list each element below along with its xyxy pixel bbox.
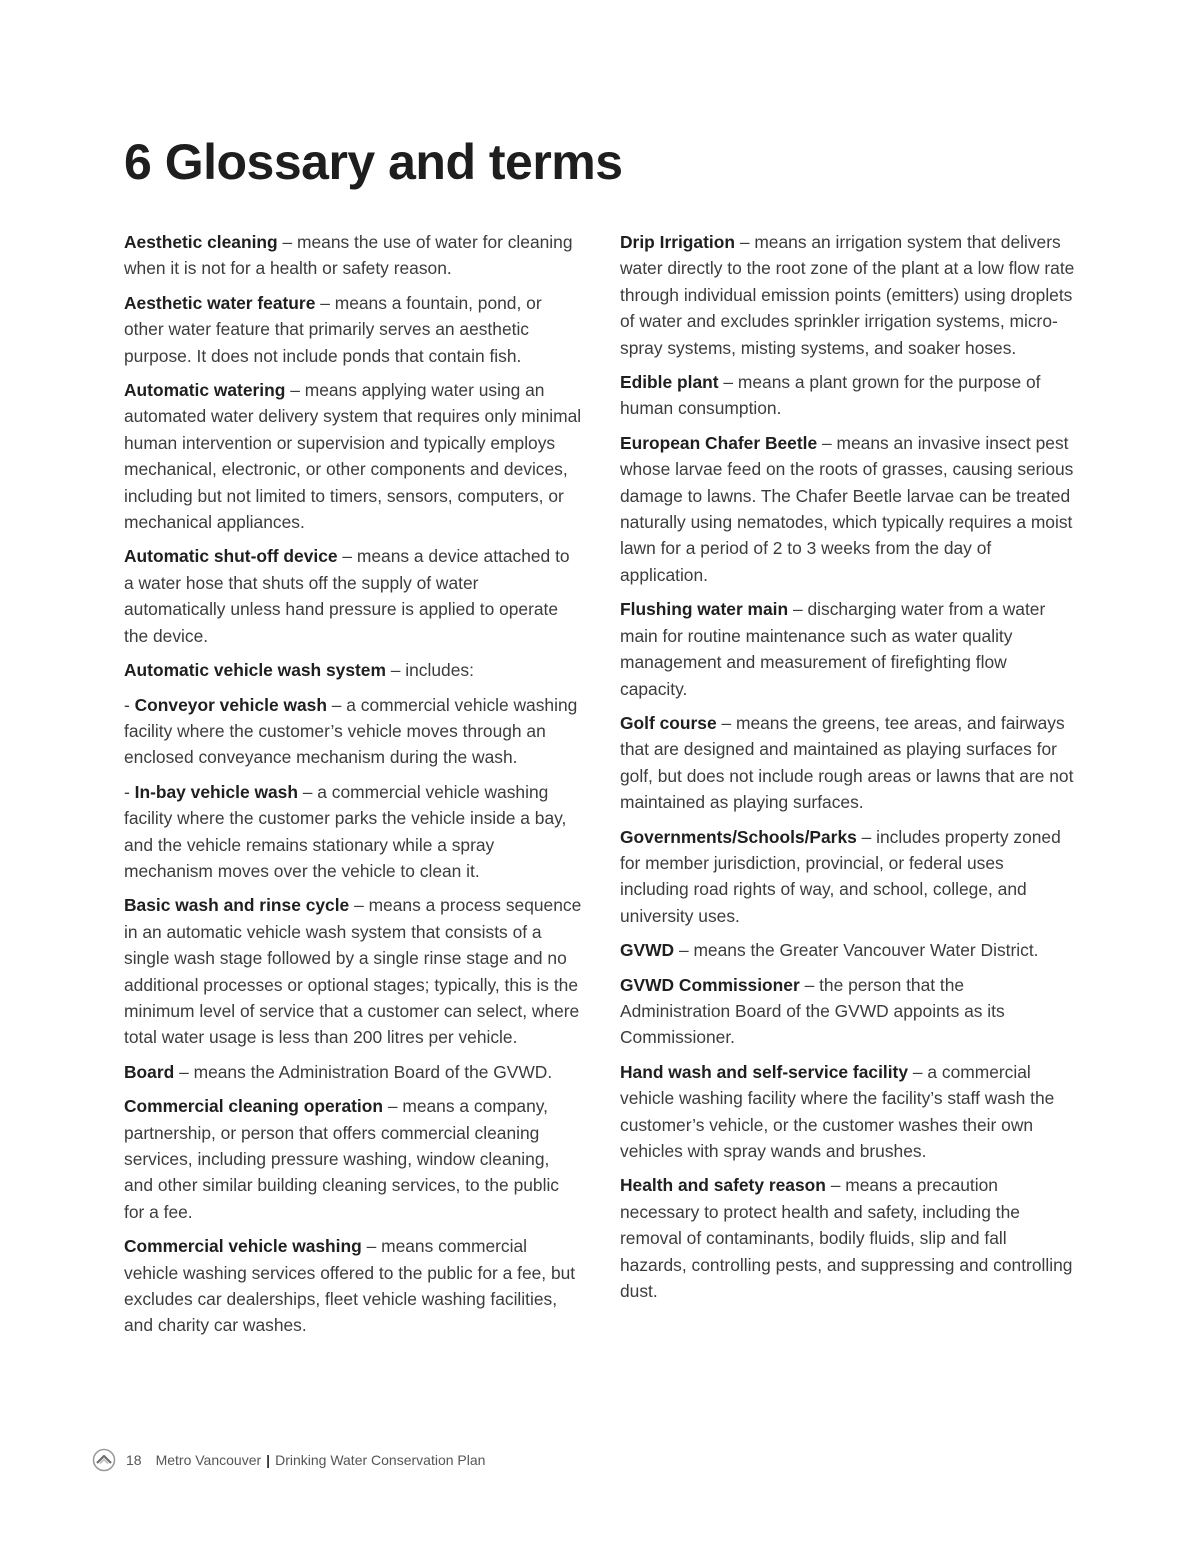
glossary-definition: – a commercial vehicle washing facility where the customer parks the vehicle inside a bay, and the vehicle remains stationary while a spray mechanism moves over the vehicle to clean it. <box>124 781 567 881</box>
glossary-entry <box>620 937 1076 963</box>
glossary-term: Health and safety reason <box>620 1175 826 1196</box>
glossary-entry <box>124 543 582 649</box>
subentry-dash: - <box>124 694 135 715</box>
page-footer <box>92 1446 485 1474</box>
glossary-term: Flushing water main <box>620 599 789 620</box>
glossary-entry <box>124 1059 582 1085</box>
glossary-term: Governments/Schools/Parks <box>620 826 857 847</box>
glossary-term: Aesthetic cleaning <box>124 232 278 252</box>
glossary-entry <box>620 430 1076 588</box>
glossary-definition: – means an invasive insect pest whose larvae feed on the roots of grasses, causing serious damage to lawns. The Chafer Beetle larvae can be treated naturally using nematodes, which typically requires a moist lawn for a period of 2 to 3 weeks from the day of application. <box>620 432 1074 585</box>
glossary-definition: – means a precaution necessary to protect health and safety, including the removal of contaminants, bodily fluids, slip and fall hazards, controlling pests, and suppressing and controlling dust. <box>620 1175 1073 1302</box>
glossary-term: Board <box>124 1061 175 1082</box>
glossary-definition: – means the Administration Board of the GVWD. <box>174 1061 553 1082</box>
glossary-entry <box>124 892 582 1050</box>
glossary-term: Basic wash and rinse cycle <box>124 895 350 916</box>
glossary-entry <box>620 369 1076 422</box>
glossary-definition: – means the Greater Vancouver Water District. <box>674 940 1039 961</box>
glossary-term: Edible plant <box>620 372 719 393</box>
glossary-definition: – means a plant grown for the purpose of human consumption. <box>620 372 1041 419</box>
subentry-dash: - <box>124 781 135 802</box>
glossary-definition: – a commercial vehicle washing facility where the customer’s vehicle moves through an enclosed conveyance mechanism during the wash. <box>124 694 578 768</box>
glossary-term: European Chafer Beetle <box>620 432 818 453</box>
glossary-left-column <box>124 229 582 1347</box>
glossary-definition: – discharging water from a water main for routine maintenance such as water quality management and measurement of firefighting flow capacity. <box>620 599 1046 699</box>
glossary-entry <box>620 824 1076 930</box>
glossary-entry <box>124 377 582 535</box>
footer-organization: Metro Vancouver <box>155 1452 262 1468</box>
glossary-entry <box>124 657 582 683</box>
glossary-entry <box>124 1233 582 1339</box>
glossary-entry <box>620 596 1076 702</box>
glossary-definition: – means commercial vehicle washing services offered to the public for a fee, but excludes car dealerships, fleet vehicle washing facilities, and charity car washes. <box>124 1236 576 1336</box>
glossary-term: Automatic shut-off device <box>124 546 338 567</box>
glossary-term: Aesthetic water feature <box>124 292 316 313</box>
glossary-subentry <box>124 779 582 885</box>
glossary-entry <box>620 1059 1076 1165</box>
glossary-entry <box>124 229 582 282</box>
glossary-subentry <box>124 692 582 771</box>
glossary-definition: – means a company, partnership, or person that offers commercial cleaning services, including pressure washing, window cleaning, and other similar building cleaning services, to the public for a fee. <box>124 1096 560 1222</box>
glossary-definition: – the person that the Administration Board of the GVWD appoints as its Commissioner. <box>620 974 1005 1048</box>
glossary-term: Golf course <box>620 712 717 733</box>
footer-document-title: Drinking Water Conservation Plan <box>275 1452 486 1468</box>
glossary-definition: – means a fountain, pond, or other water feature that primarily serves an aesthetic purpose. It does not include ponds that contain fish. <box>124 292 542 366</box>
glossary-term: Commercial cleaning operation <box>124 1096 383 1117</box>
glossary-term: Automatic watering <box>124 380 286 401</box>
glossary-entry <box>620 229 1076 361</box>
glossary-entry <box>620 972 1076 1051</box>
glossary-definition: – means an irrigation system that delivers water directly to the root zone of the plant at a low flow rate through individual emission points (emitters) using droplets of water and excludes sprinkler irrigation systems, micro-spray systems, misting systems, and soaker hoses. <box>620 232 1075 358</box>
glossary-term: Commercial vehicle washing <box>124 1236 362 1257</box>
page-number: 18 <box>126 1452 142 1468</box>
glossary-definition: – means a process sequence in an automatic vehicle wash system that consists of a single wash stage followed by a single rinse stage and no additional processes or optional stages; typically, this is the minimum level of service that a customer can select, where total water usage is less than 200 litres per vehicle. <box>124 895 582 1048</box>
glossary-term: Hand wash and self-service facility <box>620 1061 909 1082</box>
glossary-entry <box>124 290 582 369</box>
glossary-entry <box>620 1172 1076 1304</box>
glossary-term: GVWD Commissioner <box>620 974 800 995</box>
footer-separator: | <box>266 1452 271 1468</box>
glossary-right-column <box>620 229 1076 1312</box>
glossary-entry <box>124 1093 582 1225</box>
glossary-definition: – means a device attached to a water hose that shuts off the supply of water automatically unless hand pressure is applied to operate the device. <box>124 546 570 646</box>
glossary-definition: – means applying water using an automated water delivery system that requires only minimal human intervention or supervision and typically employs mechanical, electronic, or other components and devices, including but not limited to timers, sensors, computers, or mechanical appliances. <box>124 380 582 533</box>
page-title: 6 Glossary and terms <box>124 134 623 190</box>
glossary-term: Drip Irrigation <box>620 232 735 252</box>
glossary-term: In-bay vehicle wash <box>134 781 298 802</box>
glossary-definition: – a commercial vehicle washing facility where the facility’s staff wash the customer’s vehicle, or the customer washes their own vehicles with spray wands and brushes. <box>620 1061 1055 1161</box>
metro-vancouver-logo-icon <box>92 1448 116 1472</box>
glossary-definition: – means the use of water for cleaning when it is not for a health or safety reason. <box>124 232 573 279</box>
glossary-term: GVWD <box>620 940 675 961</box>
glossary-definition: – includes: <box>385 660 474 681</box>
glossary-definition: – means the greens, tee areas, and fairways that are designed and maintained as playing surfaces for golf, but does not include rough areas or lawns that are not maintained as playing surfaces. <box>620 712 1074 813</box>
glossary-term: Conveyor vehicle wash <box>134 694 327 715</box>
glossary-definition: – includes property zoned for member jurisdiction, provincial, or federal uses including road rights of way, and school, college, and university uses. <box>620 826 1061 926</box>
glossary-term: Automatic vehicle wash system <box>124 660 386 681</box>
glossary-entry <box>620 710 1076 816</box>
